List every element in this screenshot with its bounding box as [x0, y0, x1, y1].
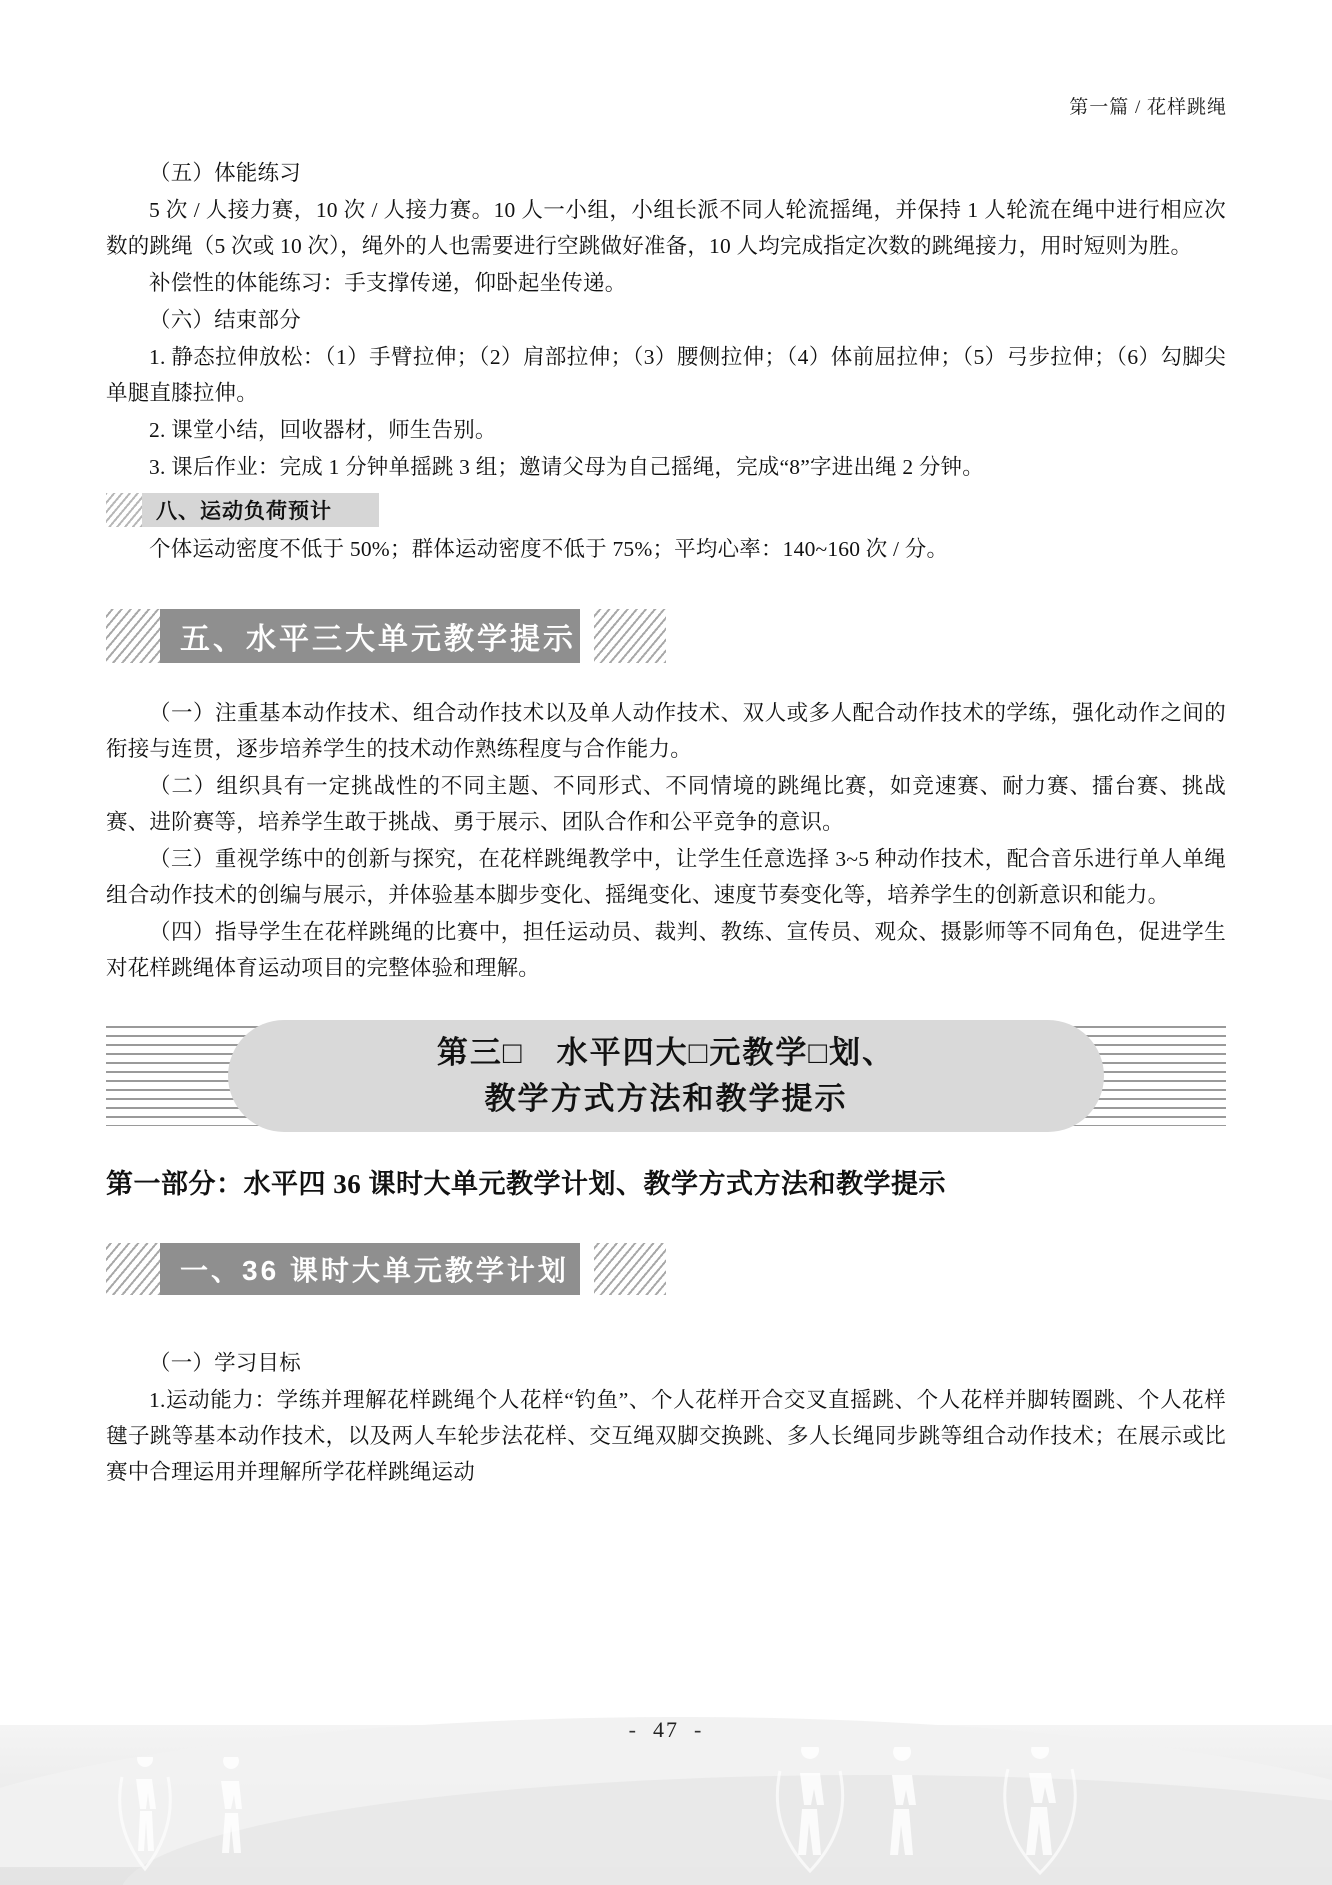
- running-head: 第一篇 / 花样跳绳: [1069, 97, 1227, 118]
- page-number-value: 47: [653, 1717, 679, 1742]
- paragraph-load-detail: 个体运动密度不低于 50%；群体运动密度不低于 75%；平均心率：140~160 次 / 分。: [149, 537, 949, 561]
- paragraph-static-stretch: 1. 静态拉伸放松：（1）手臂拉伸；（2）肩部拉伸；（3）腰侧拉伸；（4）体前屈拉伸；（5）弓步拉伸；（6）勾脚尖单腿直膝拉伸。: [106, 345, 1226, 405]
- chapter-title-line-1: 第三□ 水平四大□元教学□划、: [436, 1035, 896, 1070]
- paragraph-homework: 3. 课后作业：完成 1 分钟单摇跳 3 组；邀请父母为自己摇绳，完成“8”字进出绳 2 分钟。: [149, 455, 984, 479]
- page-number: [0, 1717, 1332, 1743]
- chapter-title-line-2: 教学方式方法和教学提示: [484, 1081, 848, 1116]
- jump-rope-silhouette-2: [196, 1757, 266, 1877]
- paragraph-sport-ability: 1.运动能力：学练并理解花样跳绳个人花样“钓鱼”、个人花样开合交叉直摇跳、个人花样并脚转圈跳、个人花样毽子跳等基本动作技术，以及两人车轮步法花样、交互绳双脚交换跳、多人长绳同步跳等组合动作技术；在展示或比赛中合理运用并理解所学花样跳绳运动: [106, 1388, 1226, 1484]
- heading-exercise-load-label: 八、运动负荷预计: [156, 500, 332, 523]
- paragraph-tip-4: （四）指导学生在花样跳绳的比赛中，担任运动员、裁判、教练、宣传员、观众、摄影师等不同角色，促进学生对花样跳绳体育运动项目的完整体验和理解。: [106, 920, 1226, 980]
- part-title: 第一部分：水平四 36 课时大单元教学计划、教学方式方法和教学提示: [106, 1169, 946, 1199]
- jump-rope-silhouette-4: [862, 1747, 942, 1877]
- hatch-right-icon: [594, 1243, 666, 1295]
- paragraph-closing-heading: （六）结束部分: [149, 308, 301, 332]
- hatch-left-icon: [106, 1243, 160, 1295]
- jump-rope-silhouette-5: [1000, 1747, 1080, 1877]
- heading-section-five-label: 五、水平三大单元教学提示: [180, 623, 576, 656]
- page-footer: [0, 1635, 1332, 1885]
- page-content: [106, 155, 1226, 1491]
- heading-section-one-label: 一、36 课时大单元教学计划: [180, 1255, 569, 1286]
- heading-section-one: [106, 1243, 666, 1295]
- hatch-pattern-icon: [106, 493, 142, 527]
- paragraph-tip-1: （一）注重基本动作技术、组合动作技术以及单人动作技术、双人或多人配合动作技术的学练，强化动作之间的衔接与连贯，逐步培养学生的技术动作熟练程度与合作能力。: [106, 701, 1226, 761]
- heading-exercise-load: [106, 493, 379, 527]
- hatch-left-icon: [106, 609, 160, 663]
- paragraph-relay-drill: 5 次 / 人接力赛，10 次 / 人接力赛。10 人一小组，小组长派不同人轮流摇绳，并保持 1 人轮流在绳中进行相应次数的跳绳（5 次或 10 次），绳外的人也需要进行空跳做好准备，10 人均完成指定次数的跳绳接力，用时短则为胜。: [106, 198, 1226, 258]
- paragraph-compensatory-drill: 补偿性的体能练习：手支撑传递，仰卧起坐传递。: [149, 271, 627, 295]
- paragraph-learning-goals-heading: （一）学习目标: [149, 1351, 301, 1375]
- jump-rope-silhouette-1: [110, 1757, 180, 1877]
- paragraph-section-five-heading: （五）体能练习: [149, 161, 301, 185]
- chapter-banner-pill: [228, 1020, 1104, 1132]
- hatch-right-icon: [594, 609, 666, 663]
- jump-rope-silhouette-3: [770, 1747, 850, 1877]
- heading-section-five: [106, 609, 666, 663]
- chapter-banner: [106, 1020, 1226, 1132]
- paragraph-class-summary: 2. 课堂小结，回收器材，师生告别。: [149, 418, 497, 442]
- paragraph-tip-3: （三）重视学练中的创新与探究，在花样跳绳教学中，让学生任意选择 3~5 种动作技术，配合音乐进行单人单绳组合动作技术的创编与展示，并体验基本脚步变化、摇绳变化、速度节奏变化等，培养学生的创新意识和能力。: [106, 847, 1226, 907]
- page-number-dash-right: -: [694, 1717, 704, 1742]
- page-number-dash-left: -: [628, 1717, 638, 1742]
- paragraph-tip-2: （二）组织具有一定挑战性的不同主题、不同形式、不同情境的跳绳比赛，如竞速赛、耐力赛、擂台赛、挑战赛、进阶赛等，培养学生敢于挑战、勇于展示、团队合作和公平竞争的意识。: [106, 774, 1226, 834]
